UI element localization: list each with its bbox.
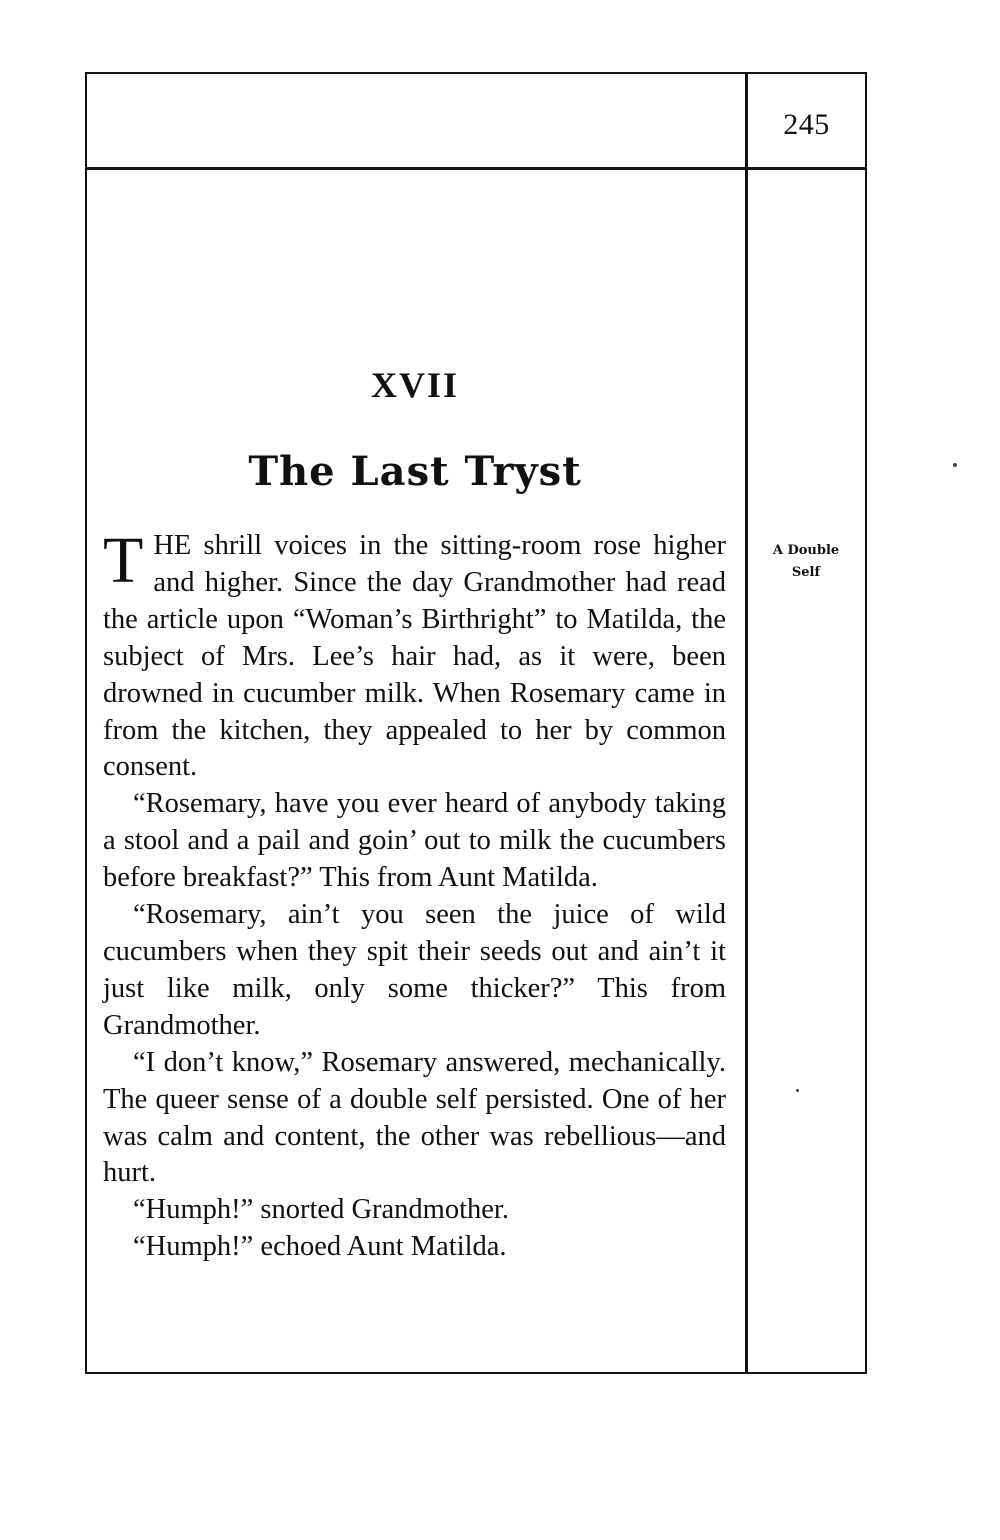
drop-cap: T bbox=[103, 524, 144, 597]
header-rule bbox=[85, 167, 867, 170]
page-number: 245 bbox=[783, 108, 830, 141]
paragraph-5: “Humph!” snorted Grandmother. bbox=[133, 1194, 509, 1226]
paragraph-6: “Humph!” echoed Aunt Matilda. bbox=[133, 1231, 507, 1263]
margin-note bbox=[750, 540, 862, 584]
paragraph-4: “I don’t know,” Rosemary answered, mechanically. The queer sense of a double self persisted. One of her was calm and content, the other was rebellious—and hurt. bbox=[103, 1046, 726, 1189]
margin-note-line-2: Self bbox=[791, 565, 821, 580]
scan-speck bbox=[796, 1089, 799, 1092]
margin-note-line-1: A Double bbox=[772, 543, 840, 558]
body-text bbox=[103, 524, 726, 1266]
paragraph-1-text: HE shrill voices in the sitting-room rose higher and higher. Since the day Grandmother had read the article upon “Woman’s Birthright” to Matilda, the subject of Mrs. Lee’s hair had, as it were, been drowned in cucumber milk. When Rosemary came in from the kitchen, they appealed to her by common consent. bbox=[103, 530, 726, 783]
chapter-title: The Last Tryst bbox=[248, 448, 582, 495]
paragraph-2: “Rosemary, have you ever heard of anybody taking a stool and a pail and goin’ out to milk the cucumbers before breakfast?” This from Aunt Matilda. bbox=[103, 788, 726, 894]
margin-column-rule bbox=[745, 72, 748, 1374]
paragraph-3: “Rosemary, ain’t you seen the juice of wild cucumbers when they spit their seeds out and ain’t it just like milk, only some thicker?” This from Grandmother. bbox=[103, 899, 726, 1041]
chapter-number: XVII bbox=[370, 365, 459, 405]
paragraph-1 bbox=[103, 524, 726, 786]
scan-speck bbox=[953, 463, 957, 467]
